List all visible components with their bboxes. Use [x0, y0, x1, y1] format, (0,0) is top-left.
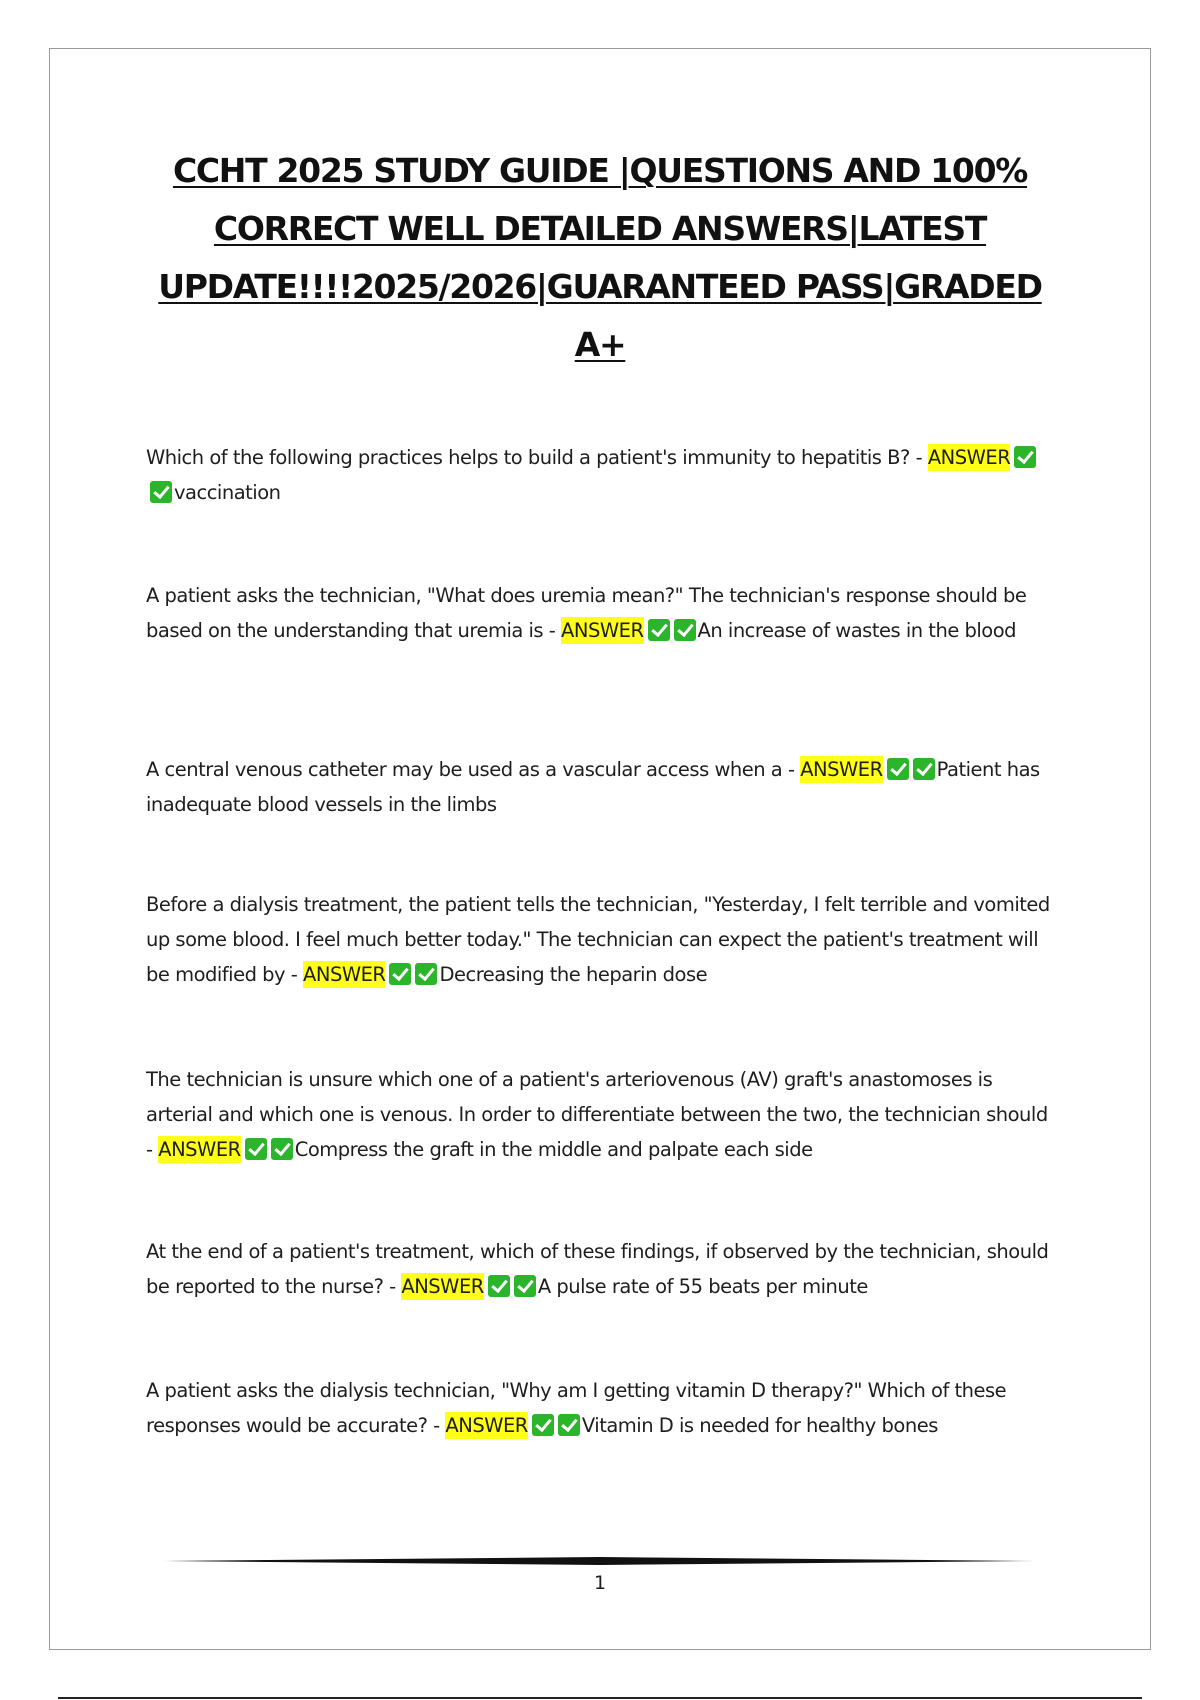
check-mark-icon [913, 758, 935, 780]
answer-highlight: ANSWER [303, 963, 386, 986]
check-mark-icon [271, 1138, 293, 1160]
check-mark-icon [150, 481, 172, 503]
answer-text: A pulse rate of 55 beats per minute [537, 1275, 868, 1298]
check-mark-icon [532, 1414, 554, 1436]
check-mark-icon [488, 1275, 510, 1297]
answer-text: Compress the graft in the middle and palpate each side [294, 1138, 813, 1161]
check-mark-icon [648, 619, 670, 641]
qa-item [146, 440, 1056, 510]
check-mark-icon [887, 758, 909, 780]
answer-highlight: ANSWER [401, 1275, 484, 1298]
answer-highlight: ANSWER [561, 619, 644, 642]
qa-item [146, 1373, 1056, 1443]
footer-divider [165, 1557, 1035, 1565]
check-mark-icon [558, 1414, 580, 1436]
qa-item [146, 1234, 1056, 1304]
question-text: A patient asks the technician, "What does uremia mean?" The technician's response should be based on the understanding that uremia is - [146, 584, 1027, 642]
qa-item [146, 1062, 1056, 1167]
question-text: A central venous catheter may be used as a vascular access when a - [146, 758, 801, 781]
answer-text: An increase of wastes in the blood [697, 619, 1017, 642]
check-mark-icon [389, 963, 411, 985]
check-mark-icon [415, 963, 437, 985]
answer-highlight: ANSWER [927, 446, 1011, 469]
question-text: Which of the following practices helps to build a patient's immunity to hepatitis B? - [146, 446, 928, 469]
question-text: The technician is unsure which one of a patient's arteriovenous (AV) graft's anastomoses is arterial and which one is venous. In order to differentiate between the two, the technician should - [146, 1068, 1048, 1161]
check-mark-icon [245, 1138, 267, 1160]
question-text: Before a dialysis treatment, the patient tells the technician, "Yesterday, I felt terrible and vomited up some blood. I feel much better today." The technician can expect the patient's treatment will be modified by - [146, 893, 1050, 986]
page-number: 1 [593, 1572, 607, 1594]
qa-item [146, 887, 1056, 992]
answer-highlight: ANSWER [800, 758, 883, 781]
answer-highlight: ANSWER [158, 1138, 241, 1161]
question-text: At the end of a patient's treatment, which of these findings, if observed by the technician, should be reported to the nurse? - [146, 1240, 1049, 1298]
qa-item [146, 752, 1056, 822]
check-mark-icon [1014, 446, 1036, 468]
answer-text: vaccination [174, 481, 281, 504]
check-mark-icon [514, 1275, 536, 1297]
document-title: CCHT 2025 STUDY GUIDE |QUESTIONS AND 100% CORRECT WELL DETAILED ANSWERS|LATEST UPDATE!!!!2025/2026|GUARANTEED PASS|GRADED A+ [158, 151, 1042, 364]
check-mark-icon [674, 619, 696, 641]
answer-text: Vitamin D is needed for healthy bones [581, 1414, 938, 1437]
answer-highlight: ANSWER [445, 1414, 528, 1437]
qa-item [146, 578, 1056, 648]
question-text: A patient asks the dialysis technician, "Why am I getting vitamin D therapy?" Which of these responses would be accurate? - [146, 1379, 1007, 1437]
page-separator [58, 1697, 1142, 1699]
answer-text: Patient has inadequate blood vessels in the limbs [146, 758, 1040, 816]
answer-text: Decreasing the heparin dose [439, 963, 708, 986]
